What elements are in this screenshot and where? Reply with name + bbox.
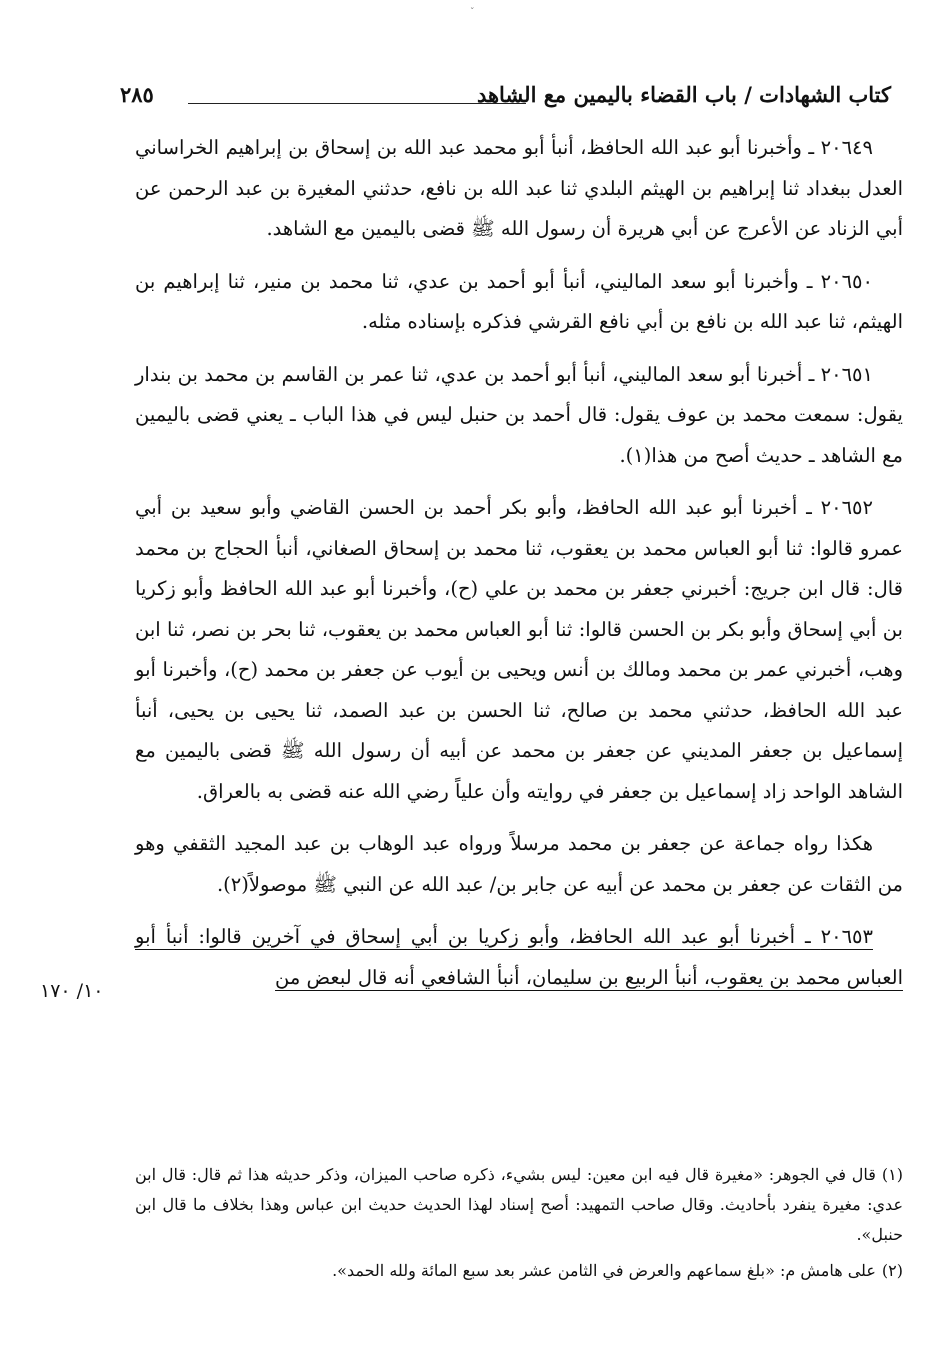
header-title: كتاب الشهادات / باب القضاء باليمين مع الشاهد: [476, 82, 891, 107]
margin-page-reference: ١٠/ ١٧٠: [40, 980, 104, 1002]
footnote-number: (١): [881, 1165, 903, 1184]
page-number: ٢٨٥: [120, 82, 154, 107]
footnotes: [135, 1160, 903, 1292]
hadith-20650: ٢٠٦٥٠ ـ وأخبرنا أبو سعد الماليني، أنبأ أبو أحمد بن عدي، ثنا محمد بن منير، ثنا إبراهيم بن الهيثم، ثنا عبد الله بن نافع بن أبي نافع القرشي فذكره بإسناده مثله.: [135, 269, 903, 333]
main-text: [135, 128, 903, 998]
footnote-1: [135, 1160, 903, 1250]
scan-speck: ˇ: [470, 8, 475, 18]
footnote-2: [135, 1256, 903, 1286]
footnote-text: على هامش م: «بلغ سماعهم والعرض في الثامن عشر بعد سبع المائة ولله الحمد».: [332, 1261, 876, 1280]
hadith-20652: ٢٠٦٥٢ ـ أخبرنا أبو عبد الله الحافظ، وأبو بكر أحمد بن الحسن القاضي وأبو سعيد بن أبي عمرو قالوا: ثنا أبو العباس محمد بن يعقوب، ثنا محمد بن إسحاق الصغاني، أنبأ الحجاج بن محمد قال: قال ابن جريج: أخبرني جعفر بن محمد بن علي (ح)، وأخبرنا أبو عبد الله الحافظ وأبو زكريا بن أبي إسحاق وأبو بكر بن الحسن قالوا: ثنا أبو العباس محمد بن يعقوب، ثنا بحر بن نصر، ثنا ابن وهب، أخبرني عمر بن محمد ومالك بن أنس ويحيى بن أيوب عن جعفر بن محمد (ح)، وأخبرنا أبو عبد الله الحافظ، حدثني محمد بن صالح، ثنا الحسن بن عبد الصمد، ثنا يحيى بن يحيى، أنبأ إسماعيل بن جعفر المديني عن جعفر بن محمد عن أبيه أن رسول الله ﷺ قضى باليمين مع الشاهد الواحد زاد إسماعيل بن جعفر في روايته وأن علياً رضي الله عنه قضى به بالعراق.: [135, 496, 903, 803]
hadith-20653: ٢٠٦٥٣ ـ أخبرنا أبو عبد الله الحافظ، وأبو زكريا بن أبي إسحاق في آخرين قالوا: أنبأ أبو العباس محمد بن يعقوب، أنبأ الربيع بن سليمان، أنبأ الشافعي أنه قال لبعض من: [135, 925, 903, 989]
commentary-paragraph: هكذا رواه جماعة عن جعفر بن محمد مرسلاً ورواه عبد الوهاب بن عبد المجيد الثقفي وهو من الثقات عن جعفر بن محمد عن أبيه عن جابر بن/ عبد الله عن النبي ﷺ موصولاً(٢).: [135, 832, 903, 896]
hadith-20649: ٢٠٦٤٩ ـ وأخبرنا أبو عبد الله الحافظ، أنبأ أبو محمد عبد الله بن إسحاق بن إبراهيم الخراساني العدل ببغداد ثنا إبراهيم بن الهيثم البلدي ثنا عبد الله بن نافع، حدثني المغيرة بن عبد الرحمن عن أبي الزناد عن الأعرج عن أبي هريرة أن رسول الله ﷺ قضى باليمين مع الشاهد.: [135, 136, 903, 240]
footnote-number: (٢): [881, 1261, 903, 1280]
running-header: [120, 82, 891, 122]
header-rule: [188, 103, 526, 104]
hadith-20651: ٢٠٦٥١ ـ أخبرنا أبو سعد الماليني، أنبأ أبو أحمد بن عدي، ثنا عمر بن القاسم بن محمد بن بندار يقول: سمعت محمد بن عوف يقول: قال أحمد بن حنبل ليس في هذا الباب ـ يعني قضى باليمين مع الشاهد ـ حديث أصح من هذا(١).: [135, 362, 903, 467]
footnote-text: قال في الجوهر: «مغيرة قال فيه ابن معين: ليس بشيء، ذكره صاحب الميزان، وذكر حديثه هذا ثم قال: قال ابن عدي: مغيرة ينفرد بأحاديث. وقال صاحب التمهيد: أصح إسناد لهذا الحديث حديث ابن عباس وهذا بخلاف ما قال ابن حنبل».: [135, 1165, 904, 1244]
